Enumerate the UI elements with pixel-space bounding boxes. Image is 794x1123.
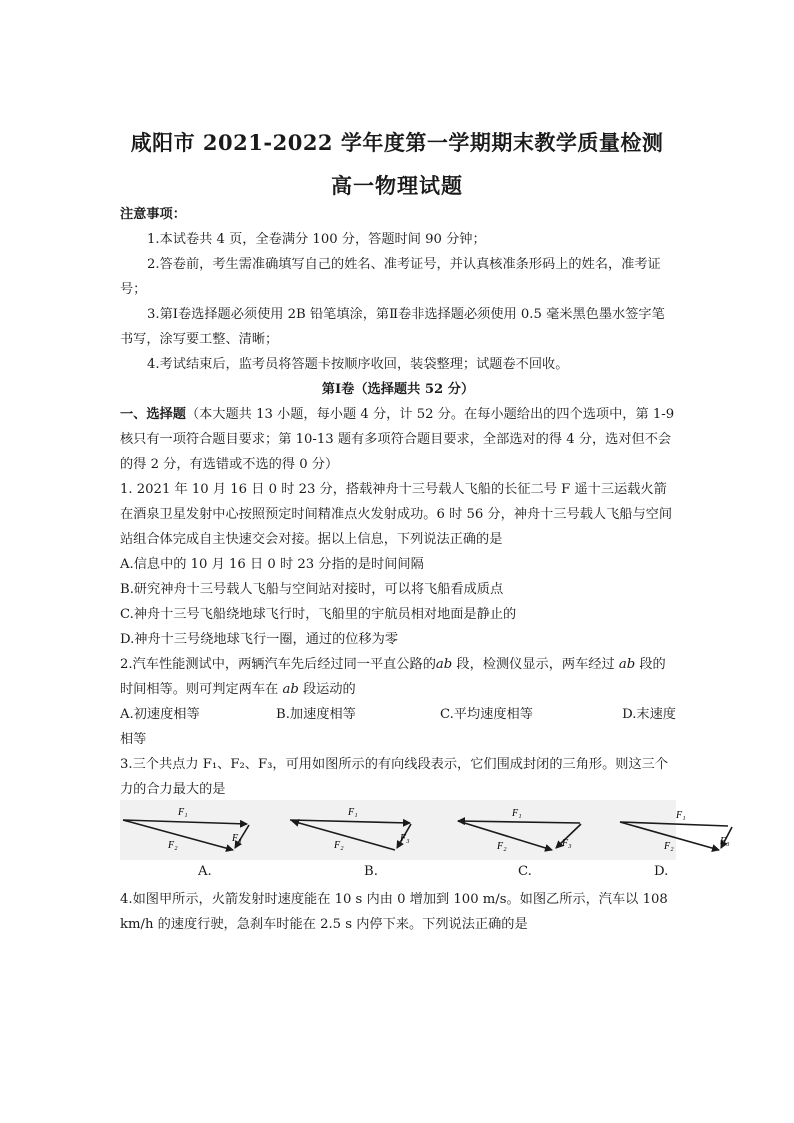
q4-block bbox=[120, 887, 676, 937]
exam-title: 咸阳市 2021-2022 学年度第一学期期末教学质量检测 bbox=[130, 130, 664, 155]
label-f2: F₂ bbox=[334, 840, 344, 851]
notice-item-4: 4.考试结束后，监考员将答题卡按顺序收回，装袋整理；试题卷不回收。 bbox=[147, 357, 569, 372]
q2-segment-ab: ab bbox=[618, 657, 636, 672]
q2-stem-part: 段运动的 bbox=[298, 682, 356, 697]
exam-subtitle: 高一物理试题 bbox=[331, 173, 463, 198]
part-instructions bbox=[120, 402, 676, 477]
force-arrow-f1 bbox=[458, 821, 580, 823]
notice-item-2: 2.答卷前，考生需准确填写自己的姓名、准考证号，并认真核准条形码上的姓名，准考证号； bbox=[120, 257, 661, 297]
q2-stem bbox=[120, 652, 676, 702]
label-f1: F₁ bbox=[512, 808, 522, 819]
choice-label-d: D. bbox=[654, 864, 669, 879]
q2-option-d-wrap: 相等 bbox=[120, 732, 147, 747]
triangle-d bbox=[620, 810, 732, 852]
choice-label-c: C. bbox=[518, 864, 532, 879]
force-arrow-f2 bbox=[123, 820, 233, 850]
label-f2: F₂ bbox=[497, 841, 507, 852]
q4-stem: 4.如图甲所示，火箭发射时速度能在 10 s 内由 0 增加到 100 m/s。如图乙所示，汽车以 108 km/h 的速度行驶，急刹车时能在 2.5 s 内停下来。下列说法正确的是 bbox=[120, 892, 668, 932]
q1-option-c: C.神舟十三号飞船绕地球飞行时，飞船里的宇航员相对地面是静止的 bbox=[120, 607, 517, 622]
figure-choice-labels bbox=[120, 861, 676, 885]
triangle-b bbox=[290, 807, 411, 851]
exam-content bbox=[120, 202, 676, 802]
q2-segment-ab: ab bbox=[282, 682, 299, 697]
q2-segment-ab: ab bbox=[435, 657, 453, 672]
choice-label-b: B. bbox=[364, 864, 378, 879]
q2-option-c: C.平均速度相等 bbox=[440, 707, 533, 722]
q3-stem: 3.三个共点力 F₁、F₂、F₃，可用如图所示的有向线段表示，它们围成封闭的三角形。则这三个力的合力最大的是 bbox=[120, 757, 669, 797]
label-f1: F₁ bbox=[178, 807, 188, 818]
q2-stem-part: 段的时间相等。则可判定两车在 bbox=[120, 657, 666, 697]
choice-label-a: A. bbox=[198, 864, 212, 879]
q2-stem-part: 段，检测仪显示，两车经过 bbox=[452, 657, 619, 672]
label-f1: F₁ bbox=[676, 810, 686, 821]
label-f3: F₃ bbox=[400, 833, 410, 844]
part-description: （本大题共 13 小题，每小题 4 分，计 52 分。在每小题给出的四个选项中，第 1-9 核只有一项符合题目要求；第 10-13 题有多项符合题目要求，全部选对的得 4 分，选对但不会的得 2 分，有选错或不选的得 0 分） bbox=[120, 407, 675, 472]
force-arrow-f1 bbox=[123, 820, 247, 824]
label-f2: F₂ bbox=[168, 840, 178, 851]
q1-option-b: B.研究神舟十三号载人飞船与空间站对接时，可以将飞船看成质点 bbox=[120, 582, 504, 597]
q2-option-d: D.末速度 bbox=[622, 707, 676, 722]
label-f3: F₃ bbox=[720, 836, 730, 847]
label-f3: F₃ bbox=[562, 838, 572, 849]
notice-item-3: 3.第Ⅰ卷选择题必须使用 2B 铅笔填涂，第Ⅱ卷非选择题必须使用 0.5 毫米黑色墨水签字笔书写，涂写要工整、清晰； bbox=[120, 307, 665, 347]
q2-option-a: A.初速度相等 bbox=[120, 707, 200, 722]
label-f3: F₃ bbox=[232, 833, 242, 844]
label-f2: F₂ bbox=[664, 841, 674, 852]
q1-option-a: A.信息中的 10 月 16 日 0 时 23 分指的是时间间隔 bbox=[120, 557, 424, 572]
part-label: 一、选择题 bbox=[120, 407, 186, 422]
triangle-a bbox=[123, 807, 249, 851]
force-arrow-f1 bbox=[620, 822, 728, 826]
q2-stem-part: 2.汽车性能测试中，两辆汽车先后经过同一平直公路的 bbox=[120, 657, 436, 672]
q1-option-d: D.神舟十三号绕地球飞行一圈，通过的位移为零 bbox=[120, 632, 399, 647]
notice-item-1: 1.本试卷共 4 页，全卷满分 100 分，答题时间 90 分钟； bbox=[147, 232, 486, 247]
q2-option-b: B.加速度相等 bbox=[276, 707, 356, 722]
section-heading: 第Ⅰ卷（选择题共 52 分） bbox=[321, 382, 475, 397]
q1-stem: 1. 2021 年 10 月 16 日 0 时 23 分，搭载神舟十三号载人飞船的长征二号 F 遥十三运载火箭在酒泉卫星发射中心按照预定时间精准点火发射成功。6 时 56 分，神舟十三号载人飞船与空间站组合体完成自主快速交会对接。据以上信息，下列说法正确的是 bbox=[120, 482, 673, 547]
notice-heading: 注意事项： bbox=[120, 207, 186, 222]
triangle-c bbox=[458, 808, 581, 852]
force-arrow-f1 bbox=[290, 820, 410, 823]
label-f1: F₁ bbox=[348, 807, 358, 818]
force-triangles-svg bbox=[120, 800, 730, 860]
force-triangle-figure bbox=[120, 800, 730, 860]
q2-options-row bbox=[120, 702, 676, 727]
